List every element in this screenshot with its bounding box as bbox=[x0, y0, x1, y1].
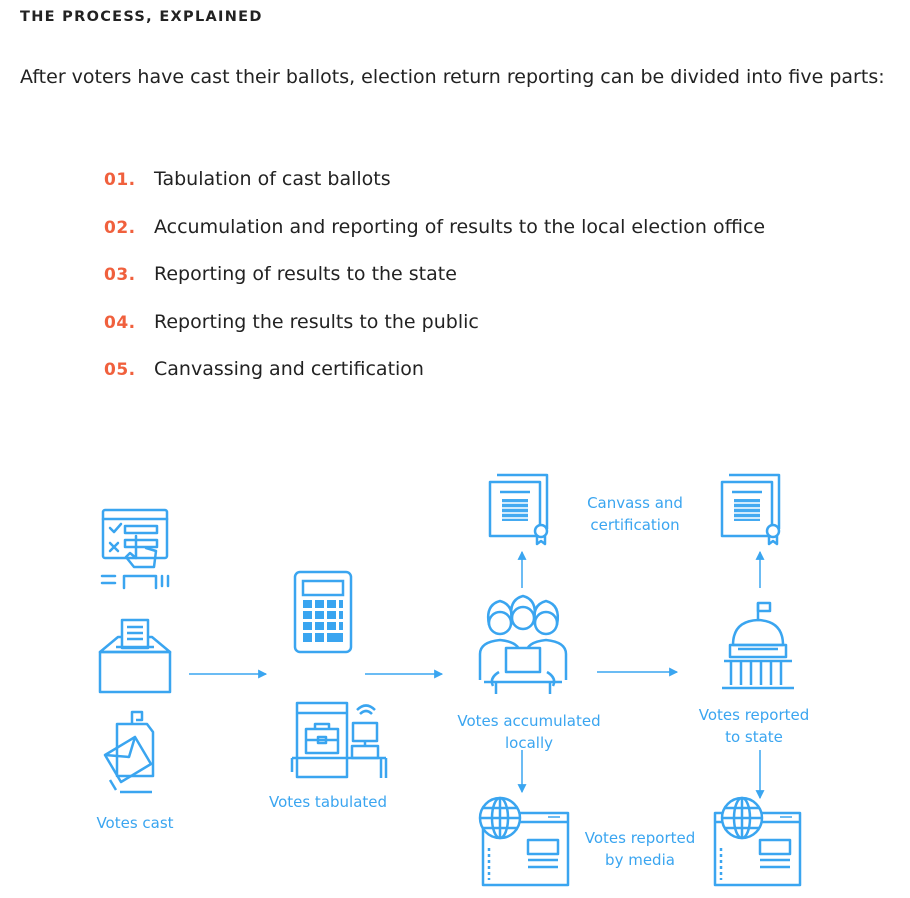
step-item bbox=[104, 263, 765, 311]
step-number: 03. bbox=[104, 265, 136, 285]
label-votes-tabulated: Votes tabulated bbox=[268, 793, 388, 811]
label-votes-cast: Votes cast bbox=[96, 814, 174, 832]
step-number: 04. bbox=[104, 312, 136, 333]
label-canvass-line2: certification bbox=[590, 516, 680, 534]
step-item bbox=[104, 168, 765, 216]
step-item bbox=[104, 358, 765, 406]
web-news-icon bbox=[480, 798, 568, 885]
step-number: 02. bbox=[104, 217, 136, 238]
calculator-icon bbox=[295, 572, 351, 652]
certificate-icon bbox=[490, 475, 547, 544]
label-votes-media-line1: Votes reported bbox=[584, 829, 696, 847]
step-text: Canvassing and certification bbox=[154, 358, 424, 380]
intro-paragraph: After voters have cast their ballots, election return reporting can be divided into five parts: bbox=[20, 66, 885, 88]
step-text: Accumulation and reporting of results to the local election office bbox=[154, 215, 766, 238]
label-votes-media-line2: by media bbox=[605, 851, 675, 869]
mail-ballot-icon bbox=[105, 712, 153, 792]
web-news-icon bbox=[715, 798, 800, 885]
step-item bbox=[104, 216, 765, 264]
tabulation-desk-icon bbox=[292, 703, 386, 778]
label-votes-accumulated-line2: locally bbox=[505, 734, 553, 752]
step-item bbox=[104, 311, 765, 359]
label-canvass-line1: Canvass and bbox=[587, 494, 683, 512]
label-votes-state-line1: Votes reported bbox=[698, 706, 810, 724]
step-text: Tabulation of cast ballots bbox=[154, 168, 391, 190]
step-text: Reporting the results to the public bbox=[154, 310, 479, 333]
step-number: 05. bbox=[104, 360, 136, 380]
label-votes-state-line2: to state bbox=[725, 728, 783, 746]
process-steps-list bbox=[104, 168, 765, 406]
section-heading: THE PROCESS, EXPLAINED bbox=[20, 9, 263, 25]
process-diagram bbox=[0, 440, 910, 898]
label-votes-accumulated-line1: Votes accumulated bbox=[457, 712, 601, 730]
people-group-icon bbox=[480, 596, 566, 694]
step-text: Reporting of results to the state bbox=[154, 263, 457, 285]
certificate-icon bbox=[722, 475, 779, 544]
ballot-box-icon bbox=[100, 620, 170, 692]
capitol-icon bbox=[722, 603, 794, 688]
step-number: 01. bbox=[104, 170, 136, 190]
computer-touch-icon bbox=[102, 510, 168, 588]
